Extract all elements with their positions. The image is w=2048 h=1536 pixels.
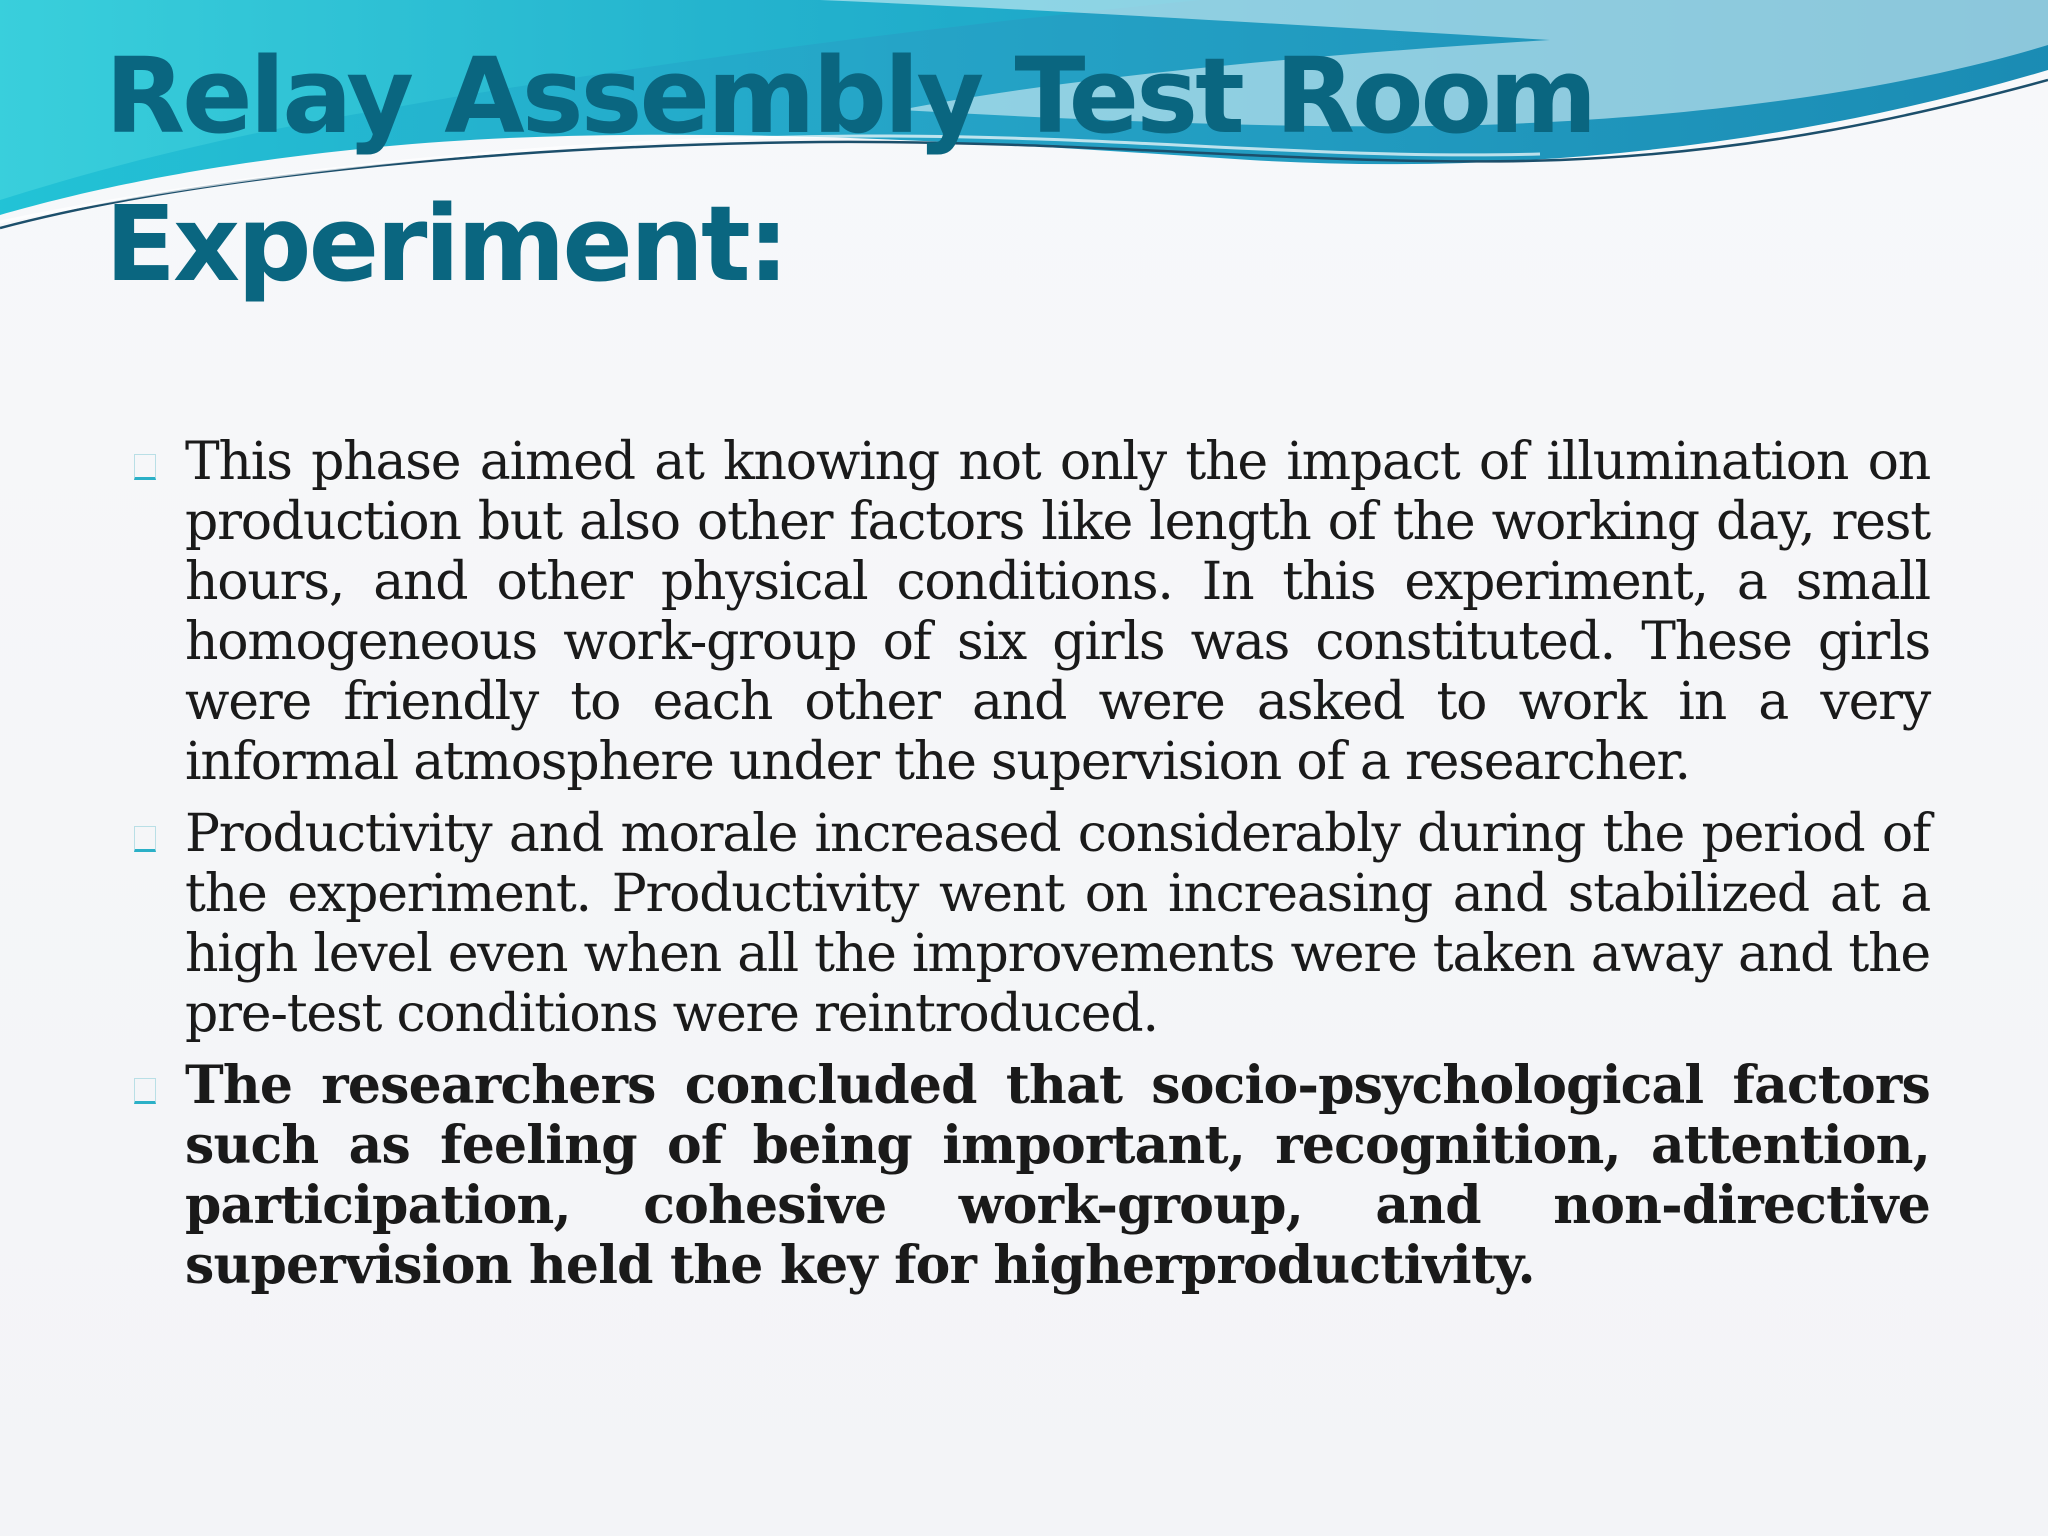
bullet-text: The researchers concluded that socio-psychological factors such as feeling of being important, recognition, attention, participation, cohesive work-group, and non-directive supervision held the key for higherproductivity. (185, 1055, 1930, 1296)
bullet-item (130, 804, 1930, 1044)
bullet-text: Productivity and morale increased considerably during the period of the experiment. Productivity went on increasing and stabilized at a high level even when all the improvements were taken away and the pre-test conditions were reintroduced. (185, 804, 1930, 1044)
bullet-text: This phase aimed at knowing not only the impact of illumination on production but also other factors like length of the working day, rest hours, and other physical conditions. In this experiment, a small homogeneous work-group of six girls was constituted. These girls were friendly to each other and were asked to work in a very informal atmosphere under the supervision of a researcher. (185, 432, 1930, 792)
bullet-marker-icon (134, 826, 156, 852)
bullet-marker-icon (134, 1078, 156, 1104)
bullet-item (130, 432, 1930, 792)
bullet-marker-icon (134, 454, 156, 480)
bullet-list (130, 432, 1930, 1308)
bullet-item (130, 1056, 1930, 1296)
slide-title: Relay Assembly Test Room Experiment: (105, 35, 1595, 305)
